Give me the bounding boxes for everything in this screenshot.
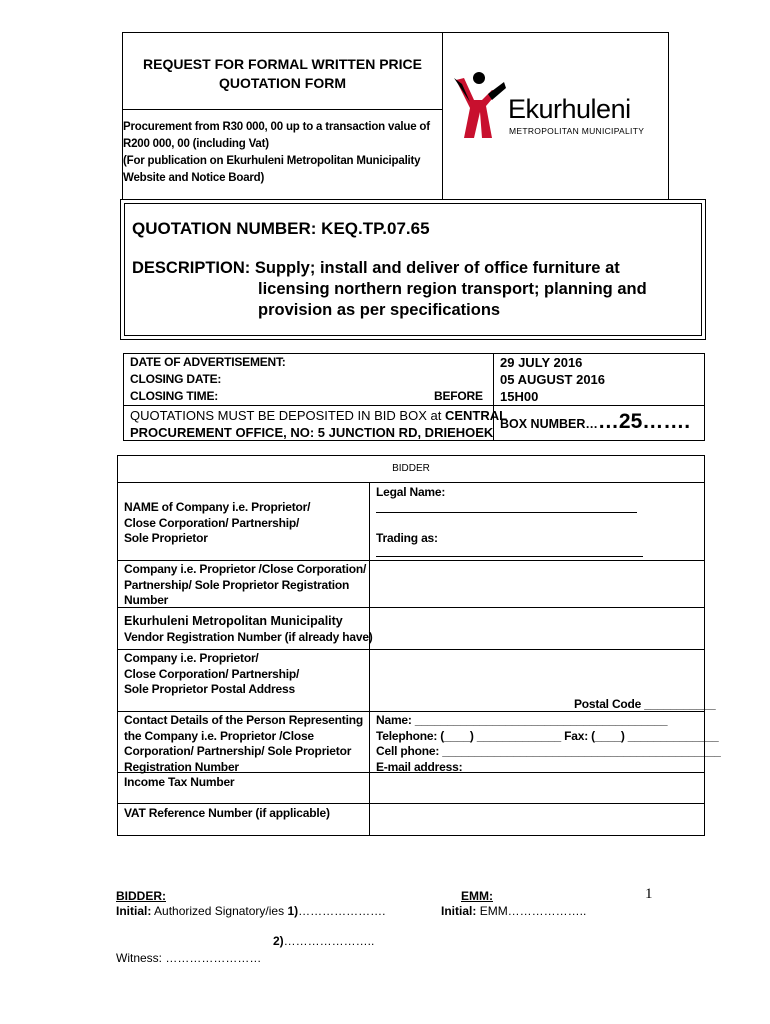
procurement-note (123, 119, 430, 187)
header-divider-horizontal (122, 109, 443, 110)
registration-label (124, 562, 366, 609)
signatory-2-field[interactable]: ………………….. (283, 934, 375, 948)
signatory-1-number: 1) (287, 904, 299, 918)
footer-signatory-line (116, 904, 385, 918)
logo-subtitle: METROPOLITAN MUNICIPALITY (509, 126, 645, 136)
vat-label: VAT Reference Number (if applicable) (124, 806, 330, 820)
registration-label-line-1: Company i.e. Proprietor /Close Corporation/ (124, 562, 367, 576)
deposit-instruction (130, 407, 507, 441)
contact-telephone-field[interactable]: Telephone: (____) _____________ Fax: (____) ______________ (376, 728, 719, 743)
name-label-line-2: Close Corporation/ Partnership/ (124, 515, 300, 530)
income-tax-label: Income Tax Number (124, 775, 235, 789)
vendor-number-field[interactable] (370, 608, 704, 648)
contact-email-field[interactable]: E-mail address: ____________________________________ (376, 759, 699, 774)
footer-bidder-label: BIDDER: (116, 889, 166, 903)
vat-field[interactable] (370, 804, 704, 835)
contact-name-field[interactable]: Name: _______________________________________ (376, 713, 668, 727)
footer-authorized-text: Authorized Signatory/ies (154, 904, 285, 918)
page-number: 1 (645, 886, 653, 902)
footer-emm-label: EMM: (461, 889, 493, 903)
emm-initial-field[interactable]: EMM……………….. (479, 904, 587, 918)
before-label: BEFORE (434, 389, 483, 403)
contact-label (124, 713, 363, 775)
quotation-number: QUOTATION NUMBER: KEQ.TP.07.65 (132, 219, 430, 238)
name-label-line-3: Sole Proprietor (124, 531, 208, 545)
deposit-line-2: PROCUREMENT OFFICE, NO: 5 JUNCTION RD, DRIEHOEK (130, 425, 494, 440)
advert-value: 29 JULY 2016 (500, 355, 583, 370)
deposit-line-1b: CENTRAL (444, 408, 508, 423)
postal-label-line-3: Sole Proprietor Postal Address (124, 682, 295, 696)
postal-label-line-2: Close Corporation/ Partnership/ (124, 666, 300, 681)
legal-name-field[interactable] (376, 512, 637, 513)
witness-field[interactable]: Witness: …………………… (116, 951, 262, 965)
contact-label-line-2: the Company i.e. Proprietor /Close (124, 728, 314, 743)
trading-as-field[interactable] (376, 556, 643, 557)
form-title-line-2: QUOTATION FORM (218, 75, 347, 91)
registration-label-line-2: Partnership/ Sole Proprietor Registration (124, 577, 350, 592)
contact-label-line-1: Contact Details of the Person Representing (124, 713, 363, 727)
signatory-2-number: 2) (273, 934, 284, 948)
postal-label (124, 651, 299, 698)
bidder-heading-divider (117, 482, 705, 483)
contact-fields (376, 713, 721, 775)
legal-name-label: Legal Name: (376, 485, 446, 499)
closing-time-label: CLOSING TIME: (130, 389, 219, 403)
contact-cellphone-field[interactable]: Cell phone: ___________________________________________ (376, 744, 721, 758)
description-line-2: licensing northern region transport; planning and (258, 280, 647, 298)
description-line-1: Supply; install and deliver of office furniture at (254, 259, 620, 277)
signatory-1-field[interactable]: …………………. (298, 904, 386, 918)
deposit-line-1a: QUOTATIONS MUST BE DEPOSITED IN BID BOX at (130, 408, 445, 423)
vendor-label-line-1: Ekurhuleni Metropolitan Municipality (124, 614, 343, 628)
vendor-label-line-2: Vendor Registration Number (if already have) (124, 630, 373, 644)
registration-number-field[interactable] (370, 561, 704, 606)
trading-as-label: Trading as: (376, 531, 438, 545)
footer-emm-initial-label: Initial: (441, 904, 477, 918)
closing-date-label: CLOSING DATE: (130, 372, 222, 386)
form-title (123, 55, 442, 93)
income-tax-field[interactable] (370, 773, 704, 802)
contact-label-line-4: Registration Number (124, 759, 239, 774)
footer-emm-line (441, 904, 586, 918)
postal-label-line-1: Company i.e. Proprietor/ (124, 651, 259, 665)
header-divider-vertical (442, 32, 443, 200)
box-number-label: BOX NUMBER… (500, 417, 598, 431)
description-line-3: provision as per specifications (258, 301, 501, 319)
row-divider-3 (117, 649, 705, 650)
registration-label-line-3: Number (124, 593, 169, 607)
closing-time-value: 15H00 (500, 389, 539, 404)
name-label (124, 500, 310, 547)
logo-name: Ekurhuleni (508, 94, 631, 124)
procurement-line-1: Procurement from R30 000, 00 up to a transaction value of (123, 121, 430, 133)
dates-divider-horizontal (123, 405, 705, 406)
footer-signatory-2 (273, 934, 374, 948)
box-number-value: …25……. (597, 410, 691, 433)
procurement-line-2: R200 000, 00 (including Vat) (123, 138, 269, 150)
quotation-description (132, 258, 692, 321)
procurement-line-4: Website and Notice Board) (123, 172, 265, 184)
box-number (500, 410, 690, 434)
advert-label: DATE OF ADVERTISEMENT: (130, 355, 286, 369)
procurement-line-3: (For publication on Ekurhuleni Metropolitan Municipality (123, 155, 421, 167)
footer-initial-label: Initial: (116, 904, 152, 918)
form-title-line-1: REQUEST FOR FORMAL WRITTEN PRICE (143, 56, 422, 72)
closing-date-value: 05 AUGUST 2016 (500, 372, 606, 387)
name-label-line-1: NAME of Company i.e. Proprietor/ (124, 500, 311, 514)
bidder-heading: BIDDER (392, 463, 430, 474)
logo-figure-icon (448, 68, 508, 144)
description-label: DESCRIPTION: (132, 259, 251, 277)
postal-code-field[interactable]: Postal Code ___________ (574, 697, 716, 711)
contact-label-line-3: Corporation/ Partnership/ Sole Proprietor (124, 744, 352, 758)
ekurhuleni-logo (448, 68, 648, 144)
